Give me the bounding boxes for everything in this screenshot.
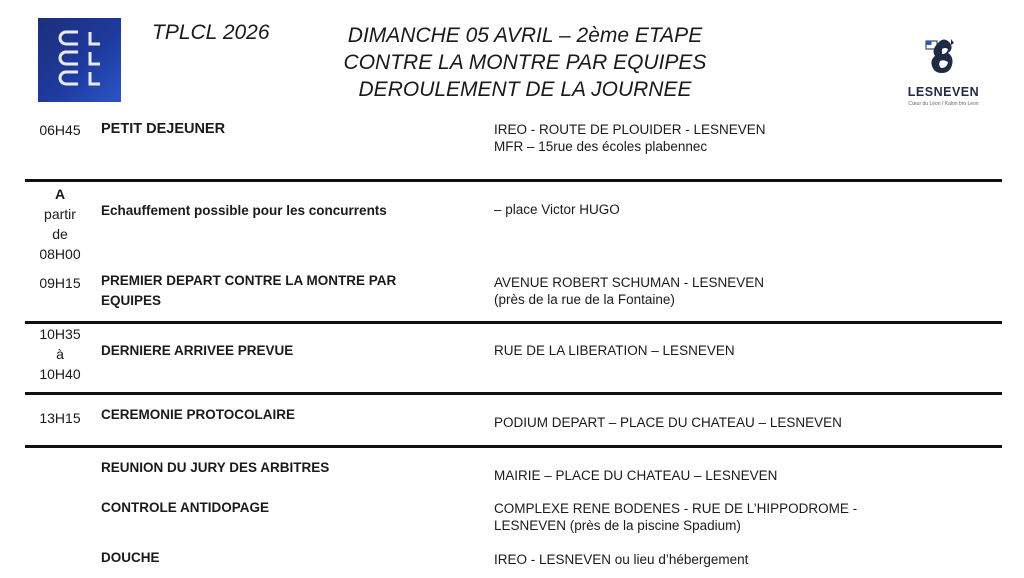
schedule-place-line: MAIRIE – PLACE DU CHATEAU – LESNEVEN bbox=[494, 468, 778, 483]
schedule-time-line: 08H00 bbox=[39, 246, 81, 262]
page-title-line-3: DEROULEMENT DE LA JOURNEE bbox=[358, 78, 692, 101]
schedule-title: CONTROLE ANTIDOPAGE bbox=[101, 500, 269, 515]
schedule-time-line: 10H35 bbox=[39, 326, 81, 342]
schedule-time bbox=[25, 184, 95, 264]
schedule-place-line: COMPLEXE RENE BODENES - RUE DE L’HIPPODROME - bbox=[494, 501, 858, 516]
schedule-place-line: (près de la rue de la Fontaine) bbox=[494, 292, 675, 307]
schedule-title: REUNION DU JURY DES ARBITRES bbox=[101, 460, 330, 475]
schedule-title-line: EQUIPES bbox=[101, 293, 162, 308]
page-title bbox=[290, 22, 760, 103]
schedule-time: 13H15 bbox=[39, 410, 81, 426]
schedule-title: DERNIERE ARRIVEE PREVUE bbox=[101, 343, 294, 358]
schedule-time-line: à bbox=[56, 346, 64, 362]
row-divider bbox=[25, 179, 1002, 182]
schedule-place bbox=[494, 551, 964, 568]
schedule-time-line: de bbox=[52, 226, 68, 242]
page-title-line-2: CONTRE LA MONTRE PAR EQUIPES bbox=[343, 51, 707, 74]
schedule-place-line: RUE DE LA LIBERATION – LESNEVEN bbox=[494, 343, 735, 358]
schedule-time-line: 10H40 bbox=[39, 366, 81, 382]
city-name: LESNEVEN bbox=[907, 85, 980, 99]
event-logo-mark bbox=[38, 18, 121, 102]
schedule-place-line: AVENUE ROBERT SCHUMAN - LESNEVEN bbox=[494, 275, 765, 290]
schedule-time: 06H45 bbox=[39, 122, 81, 138]
schedule-place bbox=[494, 121, 964, 155]
schedule-time-line: partir bbox=[44, 206, 76, 222]
schedule-place-line: MFR – 15rue des écoles plabennec bbox=[494, 139, 708, 154]
city-logo bbox=[896, 35, 991, 110]
row-divider bbox=[25, 321, 1002, 324]
schedule-title: Echauffement possible pour les concurrents bbox=[101, 203, 387, 218]
schedule-place-line: PODIUM DEPART – PLACE DU CHATEAU – LESNEVEN bbox=[494, 415, 842, 430]
page-title-line-1: DIMANCHE 05 AVRIL – 2ème ETAPE bbox=[347, 24, 703, 47]
schedule-title-line: PREMIER DEPART CONTRE LA MONTRE PAR bbox=[101, 273, 397, 288]
schedule-place bbox=[494, 342, 964, 359]
schedule-place bbox=[494, 274, 964, 308]
city-tagline: Cœur du Léon / Kalon bro Leon bbox=[908, 101, 979, 107]
row-divider bbox=[25, 445, 1002, 448]
event-logo bbox=[38, 18, 121, 102]
schedule-title: PETIT DEJEUNER bbox=[101, 121, 226, 137]
schedule-place bbox=[494, 467, 964, 484]
schedule-place-line: – place Victor HUGO bbox=[494, 202, 620, 217]
schedule-title: CEREMONIE PROTOCOLAIRE bbox=[101, 407, 296, 422]
schedule-title: DOUCHE bbox=[101, 550, 160, 565]
schedule-time: 09H15 bbox=[39, 275, 81, 291]
schedule-place-line: LESNEVEN (près de la piscine Spadium) bbox=[494, 518, 741, 533]
schedule-place bbox=[494, 201, 964, 218]
event-code: TPLCL 2026 bbox=[152, 21, 270, 44]
city-crest-icon bbox=[918, 35, 968, 81]
schedule-title bbox=[101, 271, 441, 311]
schedule-place-line: IREO - LESNEVEN ou lieu d’hébergement bbox=[494, 552, 749, 567]
row-divider bbox=[25, 392, 1002, 395]
schedule-time-line: A bbox=[54, 186, 66, 202]
schedule-time bbox=[25, 324, 95, 384]
schedule-place-line: IREO - ROUTE DE PLOUIDER - LESNEVEN bbox=[494, 122, 766, 137]
schedule-place bbox=[494, 500, 964, 534]
schedule-place bbox=[494, 414, 964, 431]
